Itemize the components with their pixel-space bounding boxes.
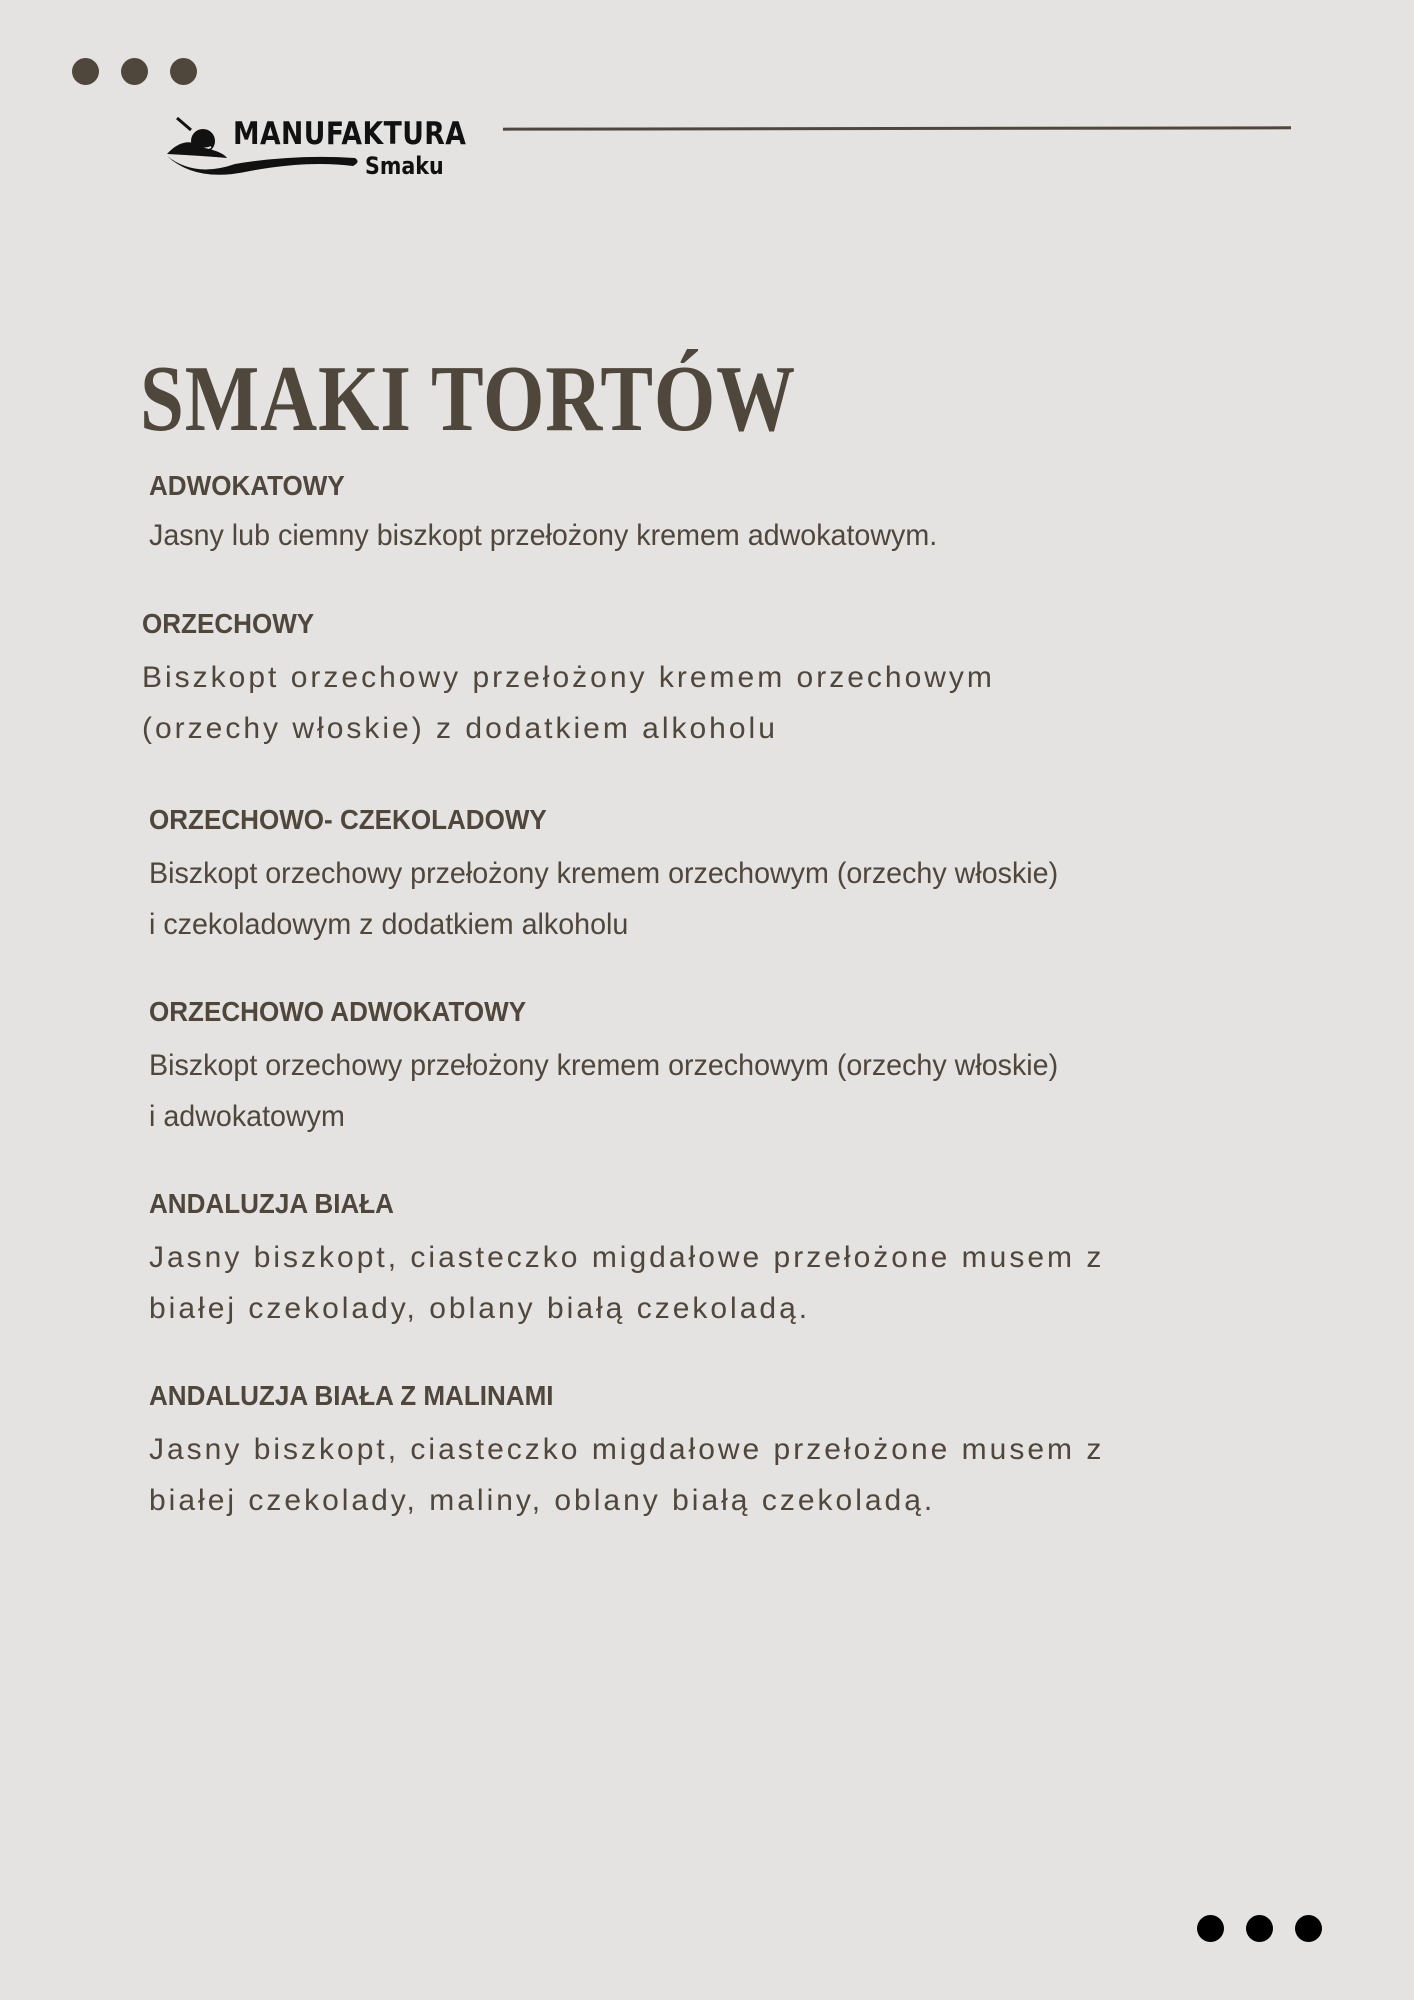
item-description-line: Biszkopt orzechowy przełożony kremem orzechowym (orzechy włoskie) <box>149 857 1059 890</box>
menu-item-orzechowy <box>142 608 995 754</box>
item-name: ORZECHOWO ADWOKATOWY <box>149 996 527 1027</box>
item-description-line: (orzechy włoskie) z dodatkiem alkoholu <box>142 712 778 745</box>
logo-text-manufaktura: MANUFAKTURA <box>233 116 467 152</box>
page-title: SMAKI TORTÓW <box>140 346 796 451</box>
dot-icon <box>121 58 148 85</box>
menu-item-orzechowo-adwokatowy <box>149 996 1101 1142</box>
item-description-line: i czekoladowym z dodatkiem alkoholu <box>149 908 629 941</box>
item-name: ORZECHOWY <box>142 608 315 639</box>
dot-icon <box>170 58 197 85</box>
dot-icon <box>1295 1915 1322 1942</box>
menu-item-andaluzja-biala <box>149 1188 1104 1334</box>
dot-icon <box>72 58 99 85</box>
item-description-line: Biszkopt orzechowy przełożony kremem orzechowym <box>142 661 995 694</box>
menu-item-andaluzja-biala-z-malinami <box>149 1380 1104 1526</box>
item-description-line: Jasny lub ciemny biszkopt przełożony kremem adwokatowym. <box>149 519 938 552</box>
brand-logo <box>165 116 465 186</box>
dot-icon <box>1197 1915 1224 1942</box>
item-description-line: i adwokatowym <box>149 1100 345 1133</box>
item-name: ADWOKATOWY <box>149 470 345 501</box>
decorative-dots-top <box>72 58 197 85</box>
dot-icon <box>1246 1915 1273 1942</box>
item-description-line: białej czekolady, maliny, oblany białą czekoladą. <box>149 1484 936 1517</box>
menu-item-adwokatowy <box>149 470 974 561</box>
item-description-line: Jasny biszkopt, ciasteczko migdałowe przełożone musem z <box>149 1433 1105 1466</box>
decorative-dots-bottom <box>1197 1915 1322 1942</box>
item-description-line: białej czekolady, oblany białą czekoladą. <box>149 1292 811 1325</box>
logo-text-smaku: Smaku <box>365 152 444 180</box>
item-description-line: Jasny biszkopt, ciasteczko migdałowe przełożone musem z <box>149 1241 1105 1274</box>
item-name: ANDALUZJA BIAŁA <box>149 1188 394 1219</box>
item-name: ORZECHOWO- CZEKOLADOWY <box>149 804 547 835</box>
menu-item-orzechowo-czekoladowy <box>149 804 1101 950</box>
item-name: ANDALUZJA BIAŁA Z MALINAMI <box>149 1380 554 1411</box>
header-divider <box>503 126 1291 130</box>
item-description-line: Biszkopt orzechowy przełożony kremem orzechowym (orzechy włoskie) <box>149 1049 1059 1082</box>
